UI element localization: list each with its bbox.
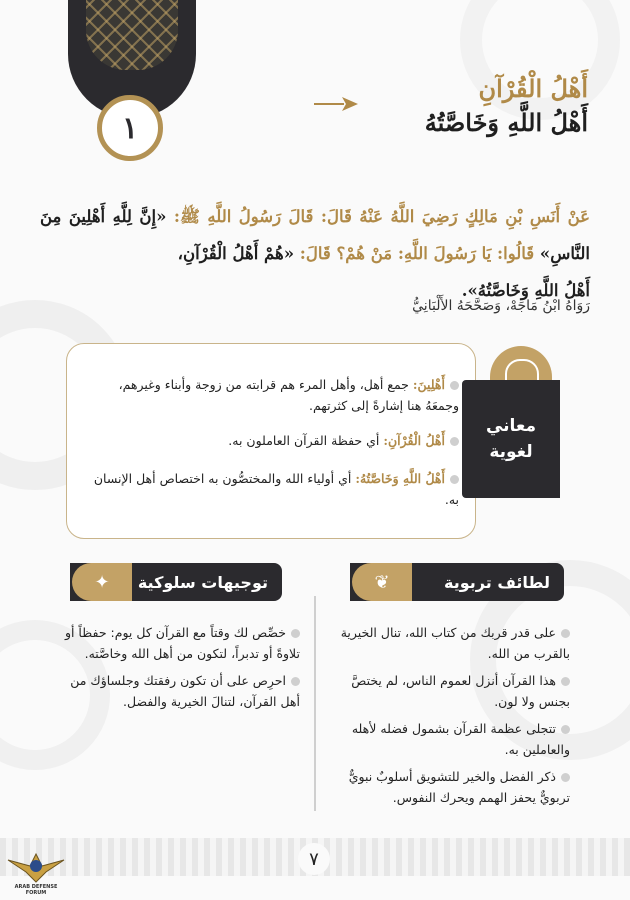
bullet-icon [291, 629, 300, 638]
logo-text: ARAB DEFENSE FORUM [14, 884, 58, 896]
list-item-text: ذكر الفضل والخير للتشويق أسلوبٌ نبويٌّ تربويٌّ يحفز الهمم ويحرك النفوس. [348, 769, 570, 805]
list-item-text: تتجلى عظمة القرآن بشمول فضله لأهله والعاملين به. [351, 721, 570, 757]
eagle-icon [6, 846, 66, 884]
hadith-quote: «هُمْ أَهْلُ الْقُرْآنِ، [177, 244, 295, 263]
list-item-text: هذا القرآن أنزل لعموم الناس، لم يختصَّ بجنس ولا لون. [351, 673, 570, 709]
bullet-icon [561, 773, 570, 782]
bullet-icon [450, 381, 459, 390]
meaning-item [81, 374, 459, 416]
educational-list [330, 622, 570, 814]
meanings-tab-label: معاني لغوية [485, 416, 537, 462]
lattice-pattern [86, 0, 178, 70]
title-line-2: أَهْلُ اللَّهِ وَخَاصَّتُهُ [424, 108, 588, 137]
bullet-icon [561, 629, 570, 638]
hadith-quote: «إِنَّ لِلَّهِ [112, 207, 167, 226]
hadith-source: رَوَاهُ ابْنُ مَاجَهْ، وَصَحَّحَهُ الأَلْبَانِيُّ [412, 298, 590, 314]
meaning-text: أي أولياء الله والمختصُّون به اختصاص أهل الإنسان به. [93, 471, 459, 507]
list-item-text: على قدر قربك من كتاب الله، تنال الخيرية بالقرب من الله. [340, 625, 570, 661]
hadith-quote: أَهْلُ اللَّهِ وَخَاصَّتُهُ». [461, 281, 590, 300]
list-item [330, 670, 570, 712]
meaning-term: أَهْلِينَ: [412, 377, 445, 392]
behavioral-header-label: توجيهات سلوكية [137, 572, 268, 592]
list-item [60, 670, 300, 712]
hadith-narration: عَنْ أَنَسِ بْنِ مَالِكٍ رَضِيَ اللَّهُ عَنْهُ قَالَ: قَالَ رَسُولُ اللَّهِ ﷺ: [173, 207, 590, 226]
page-number: ٧ [298, 843, 330, 875]
list-item [330, 718, 570, 760]
hadith-narration: قَالُوا: يَا رَسُولَ اللَّهِ: مَنْ هُمْ؟ قَالَ: [299, 244, 535, 263]
meaning-item [81, 468, 459, 510]
list-item [330, 766, 570, 808]
hadith-text [40, 198, 590, 309]
meaning-item [81, 430, 459, 451]
meanings-box [66, 343, 476, 539]
meaning-text: أي حفظة القرآن العاملون به. [228, 433, 380, 448]
bullet-icon [561, 677, 570, 686]
meaning-term: أَهْلُ الْقُرْآنِ: [383, 433, 445, 448]
sprout-icon: ❦ [352, 563, 412, 601]
column-divider [314, 596, 316, 811]
bullet-icon [450, 475, 459, 484]
lesson-number: ١ [97, 95, 163, 161]
bullet-icon [291, 677, 300, 686]
list-item-text: احرِص على أن تكون رفقتك وجلساؤك من أهل القرآن، لتنالَ الخيرية والفضل. [70, 673, 300, 709]
lesson-title [425, 72, 588, 140]
educational-header-label: لطائف تربوية [444, 572, 550, 592]
list-item-text: خصِّص لك وقتاً مع القرآن كل يوم: حفظاً أو تلاوةً أو تدبراً، لتكون من أهل الله وخاصَّته. [64, 625, 300, 661]
meaning-term: أَهْلُ اللَّهِ وَخَاصَّتُهُ: [355, 471, 445, 486]
hadith-quote: أَهْلِينَ مِنَ النَّاسِ» [40, 207, 590, 263]
title-line-1: أَهْلُ الْقُرْآنِ [478, 74, 588, 103]
behavioral-list [60, 622, 300, 718]
bullet-icon [561, 725, 570, 734]
lamp-icon: ✦ [72, 563, 132, 601]
list-item [60, 622, 300, 664]
title-arrow-icon [314, 96, 358, 112]
meanings-tab [462, 380, 560, 498]
meaning-text: جمع أهل، وأهل المرء هم قرابته من زوجة وأبناء وغيرهم، وجمعَهُ هنا إشارةً إلى كثرتهم. [118, 377, 459, 413]
list-item [330, 622, 570, 664]
bullet-icon [450, 437, 459, 446]
forum-logo [6, 846, 66, 896]
